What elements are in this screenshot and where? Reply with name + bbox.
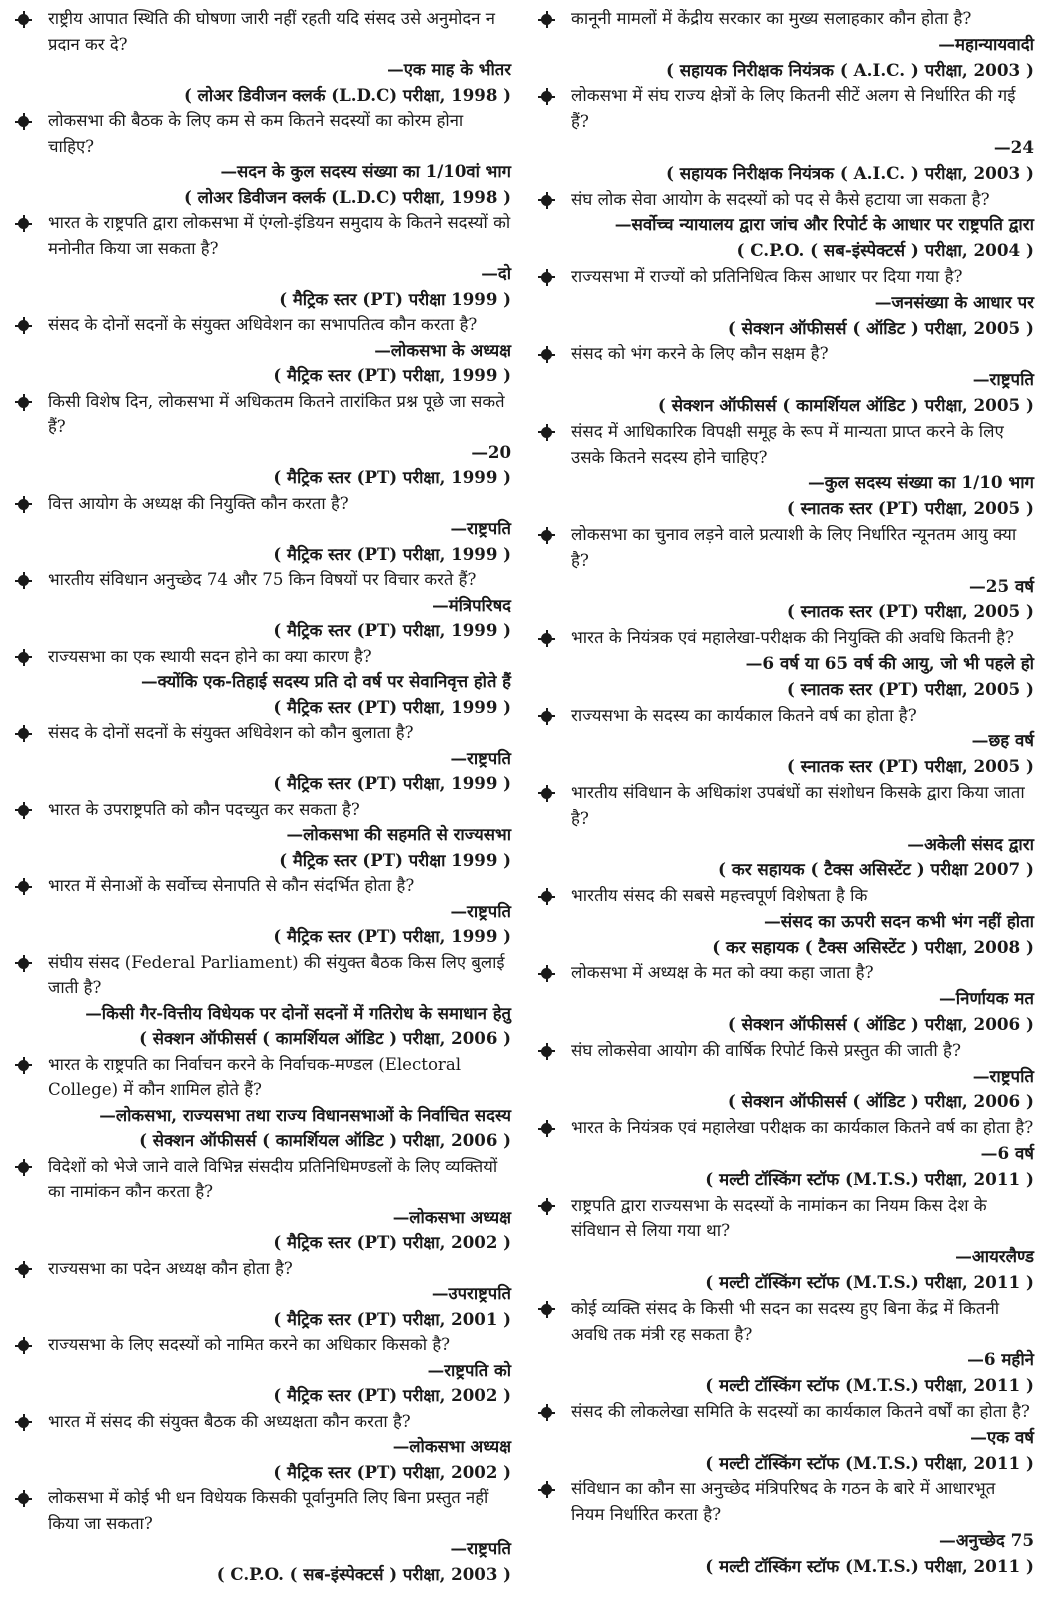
question-item xyxy=(541,960,1034,1037)
answer-text: —सदन के कुल सदस्य संख्या का 1/10वां भाग xyxy=(220,161,511,181)
bullet-icon xyxy=(18,397,29,408)
question-item xyxy=(18,950,511,1052)
question-text: भारत के नियंत्रक एवं महालेखा परीक्षक का कार्यकाल कितने वर्ष का होता है? xyxy=(571,1117,1034,1138)
answer-text: —दो xyxy=(481,263,511,283)
answer-text: —मंत्रिपरिषद xyxy=(432,594,511,615)
question-item xyxy=(541,1115,1034,1192)
question-item xyxy=(18,210,511,312)
answer-text: —क्योंकि एक-तिहाई सदस्य प्रति दो वर्ष पर सेवानिवृत्त होते हैं xyxy=(140,671,511,691)
exam-source: ( मैट्रिक स्तर (PT) परीक्षा, 1999 ) xyxy=(273,467,511,487)
question-item xyxy=(541,625,1034,702)
answer-text: —6 महीने xyxy=(967,1349,1034,1370)
bullet-icon xyxy=(541,1407,552,1418)
question-item xyxy=(18,1409,511,1486)
exam-source: ( कर सहायक ( टैक्स असिस्टेंट ) परीक्षा, 2008 ) xyxy=(712,936,1034,957)
question-item xyxy=(18,312,511,389)
exam-source: ( मैट्रिक स्तर (PT) परीक्षा, 2002 ) xyxy=(273,1461,511,1482)
question-text: कानूनी मामलों में केंद्रीय सरकार का मुख्य सलाहकार कौन होता है? xyxy=(571,8,972,28)
exam-source: ( मैट्रिक स्तर (PT) परीक्षा, 2002 ) xyxy=(273,1232,511,1252)
answer-text: —राष्ट्रपति xyxy=(450,747,511,768)
question-item xyxy=(541,1399,1034,1476)
answer-text: —जनसंख्या के आधार पर xyxy=(874,291,1034,312)
question-text: राज्यसभा का एक स्थायी सदन होने का क्या कारण है? xyxy=(48,646,372,666)
question-item xyxy=(541,703,1034,780)
bullet-icon xyxy=(541,711,552,722)
question-text: राष्ट्रीय आपात स्थिति की घोषणा जारी नहीं रहती यदि संसद उसे अनुमोदन न प्रदान कर दे? xyxy=(48,9,495,54)
question-text: कोई व्यक्ति संसद के किसी भी सदन का सदस्य हुए बिना केंद्र में कितनी अवधि तक मंत्री रह सकता है? xyxy=(571,1297,1000,1344)
bullet-icon xyxy=(18,1060,29,1071)
bullet-icon xyxy=(541,1484,552,1495)
exam-source: ( मैट्रिक स्तर (PT) परीक्षा, 1999 ) xyxy=(273,773,511,793)
exam-source: ( सेक्शन ऑफीसर्स ( ऑडिट ) परीक्षा, 2005 ) xyxy=(727,317,1034,338)
exam-source: ( स्नातक स्तर (PT) परीक्षा, 2005 ) xyxy=(786,756,1034,777)
question-item xyxy=(541,780,1034,883)
question-text: लोकसभा में अध्यक्ष के मत को क्या कहा जाता है? xyxy=(571,962,874,983)
bullet-icon xyxy=(18,1417,29,1428)
bullet-icon xyxy=(18,116,29,127)
question-text: भारतीय संविधान के अधिकांश उपबंधों का संशोधन किसके द्वारा किया जाता है? xyxy=(571,781,1025,828)
question-item xyxy=(541,83,1034,186)
question-item xyxy=(18,1485,511,1587)
exam-source: ( मल्टी टॉस्किंग स्टॉफ (M.T.S.) परीक्षा, 2011 ) xyxy=(705,1272,1034,1293)
answer-text: —निर्णायक मत xyxy=(939,988,1034,1009)
answer-text: —6 वर्ष या 65 वर्ष की आयु, जो भी पहले हो xyxy=(745,652,1034,673)
question-item xyxy=(541,419,1034,522)
answer-text: —लोकसभा के अध्यक्ष xyxy=(374,339,511,360)
answer-text: —उपराष्ट्रपति xyxy=(431,1283,511,1303)
bullet-icon xyxy=(18,728,29,739)
answer-text: —अकेली संसद द्वारा xyxy=(907,833,1034,854)
exam-source: ( मल्टी टॉस्किंग स्टॉफ (M.T.S.) परीक्षा, 2011 ) xyxy=(705,1168,1034,1189)
bullet-icon xyxy=(18,499,29,510)
question-item xyxy=(541,6,1034,83)
question-text: लोकसभा में संघ राज्य क्षेत्रों के लिए कितनी सीटें अलग से निर्धारित की गई हैं? xyxy=(571,85,1016,132)
bullet-icon xyxy=(541,1201,552,1212)
exam-source: ( मैट्रिक स्तर (PT) परीक्षा 1999 ) xyxy=(279,288,511,309)
question-text: भारत के राष्ट्रपति द्वारा लोकसभा में एंग्लो-इंडियन समुदाय के कितने सदस्यों को मनोनीत किया जा सकता है? xyxy=(48,213,511,258)
exam-source: ( सेक्शन ऑफीसर्स ( कामर्शियल ऑडिट ) परीक्षा, 2006 ) xyxy=(139,1028,511,1048)
exam-source: ( लोअर डिवीजन क्लर्क (L.D.C) परीक्षा, 1998 ) xyxy=(183,84,511,105)
question-item xyxy=(541,1296,1034,1399)
question-text: संविधान का कौन सा अनुच्छेद मंत्रिपरिषद के गठन के बारे में आधारभूत नियम निर्धारित करता है? xyxy=(571,1478,996,1525)
bullet-icon xyxy=(541,427,552,438)
question-item xyxy=(18,1332,511,1409)
answer-text: —सर्वोच्च न्यायालय द्वारा जांच और रिपोर्ट के आधार पर राष्ट्रपति द्वारा xyxy=(614,214,1034,235)
bullet-icon xyxy=(18,320,29,331)
exam-source: ( मैट्रिक स्तर (PT) परीक्षा, 2001 ) xyxy=(273,1308,511,1329)
question-item xyxy=(18,1052,511,1154)
question-text: भारत के उपराष्ट्रपति को कौन पदच्युत कर सकता है? xyxy=(48,799,360,819)
answer-text: —राष्ट्रपति को xyxy=(427,1359,511,1380)
exam-source: ( मैट्रिक स्तर (PT) परीक्षा 1999 ) xyxy=(279,849,511,870)
bullet-icon xyxy=(18,881,29,892)
question-item xyxy=(18,6,511,108)
question-text: राज्यसभा के सदस्य का कार्यकाल कितने वर्ष का होता है? xyxy=(571,704,917,725)
exam-source: ( सेक्शन ऑफीसर्स ( कामर्शियल ऑडिट ) परीक्षा, 2006 ) xyxy=(139,1130,511,1150)
answer-text: —राष्ट्रपति xyxy=(450,518,511,538)
question-text: राज्यसभा में राज्यों को प्रतिनिधित्व किस आधार पर दिया गया है? xyxy=(571,265,963,286)
bullet-icon xyxy=(18,805,29,816)
exam-source: ( सहायक निरीक्षक नियंत्रक ( A.I.C. ) परीक्षा, 2003 ) xyxy=(665,162,1034,183)
bullet-icon xyxy=(18,652,29,663)
bullet-icon xyxy=(541,349,552,360)
question-item xyxy=(541,1476,1034,1579)
answer-text: —राष्ट्रपति xyxy=(450,900,511,921)
answer-text: —लोकसभा की सहमति से राज्यसभा xyxy=(286,824,511,844)
question-item xyxy=(18,644,511,721)
question-text: राज्यसभा का पदेन अध्यक्ष कौन होता है? xyxy=(48,1258,293,1278)
question-text: भारतीय संसद की सबसे महत्त्वपूर्ण विशेषता है कि xyxy=(571,885,868,906)
question-item xyxy=(541,187,1034,264)
bullet-icon xyxy=(541,1046,552,1057)
question-item xyxy=(541,1038,1034,1115)
answer-text: —एक माह के भीतर xyxy=(387,59,511,79)
question-item xyxy=(18,491,511,568)
exam-source: ( सेक्शन ऑफीसर्स ( कामर्शियल ऑडिट ) परीक्षा, 2005 ) xyxy=(657,394,1034,415)
bullet-icon xyxy=(541,891,552,902)
exam-source: ( मैट्रिक स्तर (PT) परीक्षा, 1999 ) xyxy=(273,365,511,385)
question-item xyxy=(18,873,511,950)
answer-text: —लोकसभा अध्यक्ष xyxy=(392,1206,511,1227)
exam-source: ( लोअर डिवीजन क्लर्क (L.D.C) परीक्षा, 1998 ) xyxy=(183,186,511,207)
question-item xyxy=(18,797,511,874)
answer-text: —लोकसभा, राज्यसभा तथा राज्य विधानसभाओं के निर्वाचित सदस्य xyxy=(99,1104,511,1125)
question-text: भारत में सेनाओं के सर्वोच्च सेनापति से कौन संदर्भित होता है? xyxy=(48,876,415,895)
answer-text: —महान्यायवादी xyxy=(938,33,1034,54)
question-item xyxy=(541,1193,1034,1296)
question-item xyxy=(18,567,511,644)
exam-source: ( स्नातक स्तर (PT) परीक्षा, 2005 ) xyxy=(786,601,1034,622)
exam-source: ( मल्टी टॉस्किंग स्टॉफ (M.T.S.) परीक्षा, 2011 ) xyxy=(705,1452,1034,1473)
bullet-icon xyxy=(18,1264,29,1275)
answer-text: —संसद का ऊपरी सदन कभी भंग नहीं होता xyxy=(763,910,1034,931)
exam-source: ( स्नातक स्तर (PT) परीक्षा, 2005 ) xyxy=(786,678,1034,699)
question-text: किसी विशेष दिन, लोकसभा में अधिकतम कितने तारांकित प्रश्न पूछे जा सकते हैं? xyxy=(48,391,505,436)
question-item xyxy=(18,720,511,797)
question-item xyxy=(18,1154,511,1256)
answer-text: —6 वर्ष xyxy=(980,1143,1034,1164)
question-text: लोकसभा में कोई भी धन विधेयक किसकी पूर्वानुमति लिए बिना प्रस्तुत नहीं किया जा सकता? xyxy=(48,1488,489,1533)
bullet-icon xyxy=(18,958,29,969)
bullet-icon xyxy=(541,1123,552,1134)
bullet-icon xyxy=(18,14,29,25)
answer-text: —आयरलैण्ड xyxy=(955,1246,1034,1267)
exam-source: ( सेक्शन ऑफीसर्स ( ऑडिट ) परीक्षा, 2006 ) xyxy=(727,1091,1034,1112)
answer-text: —छह वर्ष xyxy=(971,730,1034,751)
question-text: राष्ट्रपति द्वारा राज्यसभा के सदस्यों के नामांकन का नियम किस देश के संविधान से लिया गया था? xyxy=(571,1194,987,1241)
question-text: संघ लोकसेवा आयोग की वार्षिक रिपोर्ट किसे प्रस्तुत की जाती है? xyxy=(571,1039,961,1060)
exam-source: ( C.P.O. ( सब-इंस्पेक्टर्स ) परीक्षा, 2003 ) xyxy=(216,1563,511,1584)
question-text: संसद में आधिकारिक विपक्षी समूह के रूप में मान्यता प्राप्त करने के लिए उसके कितने सदस्य होने चाहिए? xyxy=(571,420,1004,467)
question-text: संघ लोक सेवा आयोग के सदस्यों को पद से कैसे हटाया जा सकता है? xyxy=(571,188,990,209)
exam-source: ( सेक्शन ऑफीसर्स ( ऑडिट ) परीक्षा, 2006 ) xyxy=(727,1014,1034,1035)
question-item xyxy=(541,341,1034,418)
question-text: संसद को भंग करने के लिए कौन सक्षम है? xyxy=(571,343,829,364)
exam-source: ( सहायक निरीक्षक नियंत्रक ( A.I.C. ) परीक्षा, 2003 ) xyxy=(665,59,1034,80)
answer-text: —25 वर्ष xyxy=(968,575,1034,596)
exam-source: ( मल्टी टॉस्किंग स्टॉफ (M.T.S.) परीक्षा, 2011 ) xyxy=(705,1555,1034,1576)
answer-text: —राष्ट्रपति xyxy=(972,1065,1034,1086)
bullet-icon xyxy=(541,788,552,799)
exam-source: ( मैट्रिक स्तर (PT) परीक्षा, 1999 ) xyxy=(273,543,511,564)
question-text: संसद के दोनों सदनों के संयुक्त अधिवेशन को कौन बुलाता है? xyxy=(48,723,414,742)
bullet-icon xyxy=(18,1162,29,1173)
bullet-icon xyxy=(541,633,552,644)
question-item xyxy=(541,883,1034,960)
bullet-icon xyxy=(18,1340,29,1351)
question-item xyxy=(541,264,1034,341)
bullet-icon xyxy=(541,195,552,206)
exam-source: ( मैट्रिक स्तर (PT) परीक्षा, 2002 ) xyxy=(273,1385,511,1405)
question-text: भारत में संसद की संयुक्त बैठक की अध्यक्षता कौन करता है? xyxy=(48,1411,411,1431)
answer-text: —राष्ट्रपति xyxy=(972,369,1034,390)
exam-source: ( मैट्रिक स्तर (PT) परीक्षा, 1999 ) xyxy=(273,620,511,640)
answer-text: —किसी गैर-वित्तीय विधेयक पर दोनों सदनों में गतिरोध के समाधान हेतु xyxy=(85,1002,511,1023)
bullet-icon xyxy=(18,1493,29,1504)
question-text: भारतीय संविधान अनुच्छेद 74 और 75 किन विषयों पर विचार करते हैं? xyxy=(48,570,477,589)
answer-text: —लोकसभा अध्यक्ष xyxy=(392,1436,511,1456)
bullet-icon xyxy=(541,14,552,25)
bullet-icon xyxy=(541,91,552,102)
question-item xyxy=(18,108,511,210)
question-text: संघीय संसद (Federal Parliament) की संयुक्त बैठक किस लिए बुलाई जाती है? xyxy=(48,952,505,997)
question-text: लोकसभा की बैठक के लिए कम से कम कितने सदस्यों का कोरम होना चाहिए? xyxy=(48,111,464,156)
bullet-icon xyxy=(541,968,552,979)
answer-text: —24 xyxy=(993,136,1034,157)
exam-source: ( C.P.O. ( सब-इंस्पेक्टर्स ) परीक्षा, 2004 ) xyxy=(736,240,1034,261)
answer-text: —अनुच्छेद 75 xyxy=(939,1530,1034,1551)
exam-source: ( स्नातक स्तर (PT) परीक्षा, 2005 ) xyxy=(786,498,1034,519)
question-text: संसद के दोनों सदनों के संयुक्त अधिवेशन का सभापतित्व कौन करता है? xyxy=(48,315,478,334)
right-column xyxy=(541,6,1034,1600)
question-item xyxy=(18,1256,511,1333)
left-column xyxy=(18,6,511,1600)
exam-source: ( मैट्रिक स्तर (PT) परीक्षा, 1999 ) xyxy=(273,696,511,717)
question-text: राज्यसभा के लिए सदस्यों को नामित करने का अधिकार किसको है? xyxy=(48,1335,451,1354)
question-text: लोकसभा का चुनाव लड़ने वाले प्रत्याशी के लिए निर्धारित न्यूनतम आयु क्या है? xyxy=(571,523,1017,570)
question-item xyxy=(18,389,511,491)
bullet-icon xyxy=(541,530,552,541)
exam-source: ( मल्टी टॉस्किंग स्टॉफ (M.T.S.) परीक्षा, 2011 ) xyxy=(705,1375,1034,1396)
answer-text: —20 xyxy=(471,441,511,462)
question-text: वित्त आयोग के अध्यक्ष की नियुक्ति कौन करता है? xyxy=(48,493,349,513)
answer-text: —कुल सदस्य संख्या का 1/10 भाग xyxy=(808,472,1034,493)
question-text: संसद की लोकलेखा समिति के सदस्यों का कार्यकाल कितने वर्षों का होता है? xyxy=(571,1401,1030,1422)
bullet-icon xyxy=(18,575,29,586)
bullet-icon xyxy=(541,1304,552,1315)
question-text: विदेशों को भेजे जाने वाले विभिन्न संसदीय प्रतिनिधिमण्डलों के लिए व्यक्तियों का नामांकन कौन करता है? xyxy=(48,1156,498,1201)
answer-text: —राष्ट्रपति xyxy=(450,1538,511,1558)
question-item xyxy=(541,522,1034,625)
bullet-icon xyxy=(541,272,552,283)
exam-source: ( कर सहायक ( टैक्स असिस्टेंट ) परीक्षा 2007 ) xyxy=(718,859,1034,880)
answer-text: —एक वर्ष xyxy=(970,1426,1034,1447)
exam-source: ( मैट्रिक स्तर (PT) परीक्षा, 1999 ) xyxy=(273,926,511,946)
question-text: भारत के राष्ट्रपति का निर्वाचन करने के निर्वाचक-मण्डल (Electoral College) में कौन शामिल होते हैं? xyxy=(48,1054,462,1099)
question-text: भारत के नियंत्रक एवं महालेखा-परीक्षक की नियुक्ति की अवधि कितनी है? xyxy=(571,627,1014,648)
bullet-icon xyxy=(18,218,29,229)
